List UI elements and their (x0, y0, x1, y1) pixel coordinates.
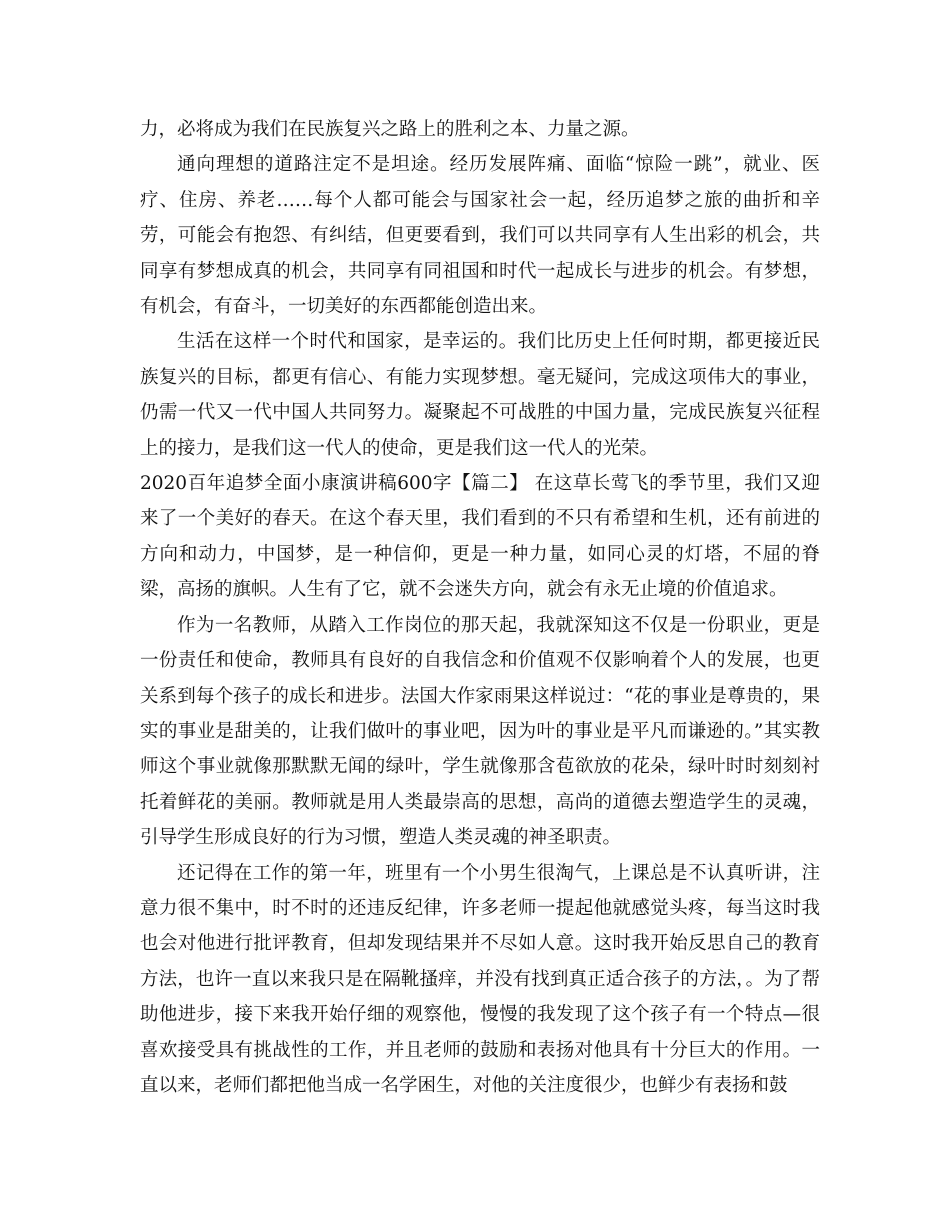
paragraph-5: 作为一名教师，从踏入工作岗位的那天起，我就深知这不仅是一份职业，更是一份责任和使命，教师具有良好的自我信念和价值观不仅影响着个人的发展，也更关系到每个孩子的成长和进步。法国大作家雨果这样说过：“花的事业是尊贵的，果实的事业是甜美的，让我们做叶的事业吧，因为叶的事业是平凡而谦逊的。”其实教师这个事业就像那默默无闻的绿叶，学生就像那含苞欲放的花朵，绿叶时时刻刻衬托着鲜花的美丽。教师就是用人类最崇高的思想，高尚的道德去塑造学生的灵魂，引导学生形成良好的行为习惯，塑造人类灵魂的神圣职责。 (140, 614, 820, 849)
paragraph-6: 还记得在工作的第一年，班里有一个小男生很淘气，上课总是不认真听讲，注意力很不集中，时不时的还违反纪律，许多老师一提起他就感觉头疼，每当这时我也会对他进行批评教育，但却发现结果并不尽如人意。这时我开始反思自己的教育方法，也许一直以来我只是在隔靴搔痒，并没有找到真正适合孩子的方法，。为了帮助他进步，接下来我开始仔细的观察他，慢慢的我发现了这个孩子有一个特点—很喜欢接受具有挑战性的工作，并且老师的鼓励和表扬对他具有十分巨大的作用。一直以来，老师们都把他当成一名学困生，对他的关注度很少，也鲜少有表扬和鼓 (140, 862, 820, 1096)
document-page (140, 112, 820, 1103)
paragraph-1: 力，必将成为我们在民族复兴之路上的胜利之本、力量之源。 (140, 119, 640, 140)
section-first-paragraph: 在这草长莺飞的季节里，我们又迎来了一个美好的春天。在这个春天里，我们看到的不只有希望和生机，还有前进的方向和动力，中国梦，是一种信仰，更是一种力量，如同心灵的灯塔，不屈的脊梁，高扬的旗帜。人生有了它，就不会迷失方向，就会有永无止境的价值追求。 (140, 473, 820, 601)
paragraph-3: 生活在这样一个时代和国家，是幸运的。我们比历史上任何时期，都更接近民族复兴的目标，都更有信心、有能力实现梦想。毫无疑问，完成这项伟大的事业，仍需一代又一代中国人共同努力。凝聚起不可战胜的中国力量，完成民族复兴征程上的接力，是我们这一代人的使命，更是我们这一代人的光荣。 (140, 331, 820, 459)
paragraph-2: 通向理想的道路注定不是坦途。经历发展阵痛、面临“惊险一跳”，就业、医疗、住房、养老……每个人都可能会与国家社会一起，经历追梦之旅的曲折和辛劳，可能会有抱怨、有纠结，但更要看到，我们可以共同享有人生出彩的机会，共同享有梦想成真的机会，共同享有同祖国和时代一起成长与进步的机会。有梦想，有机会，有奋斗，一切美好的东西都能创造出来。 (140, 154, 820, 318)
section-heading: 2020百年追梦全面小康演讲稿600字【篇二】 (140, 473, 529, 495)
section-heading-paragraph (140, 466, 820, 608)
